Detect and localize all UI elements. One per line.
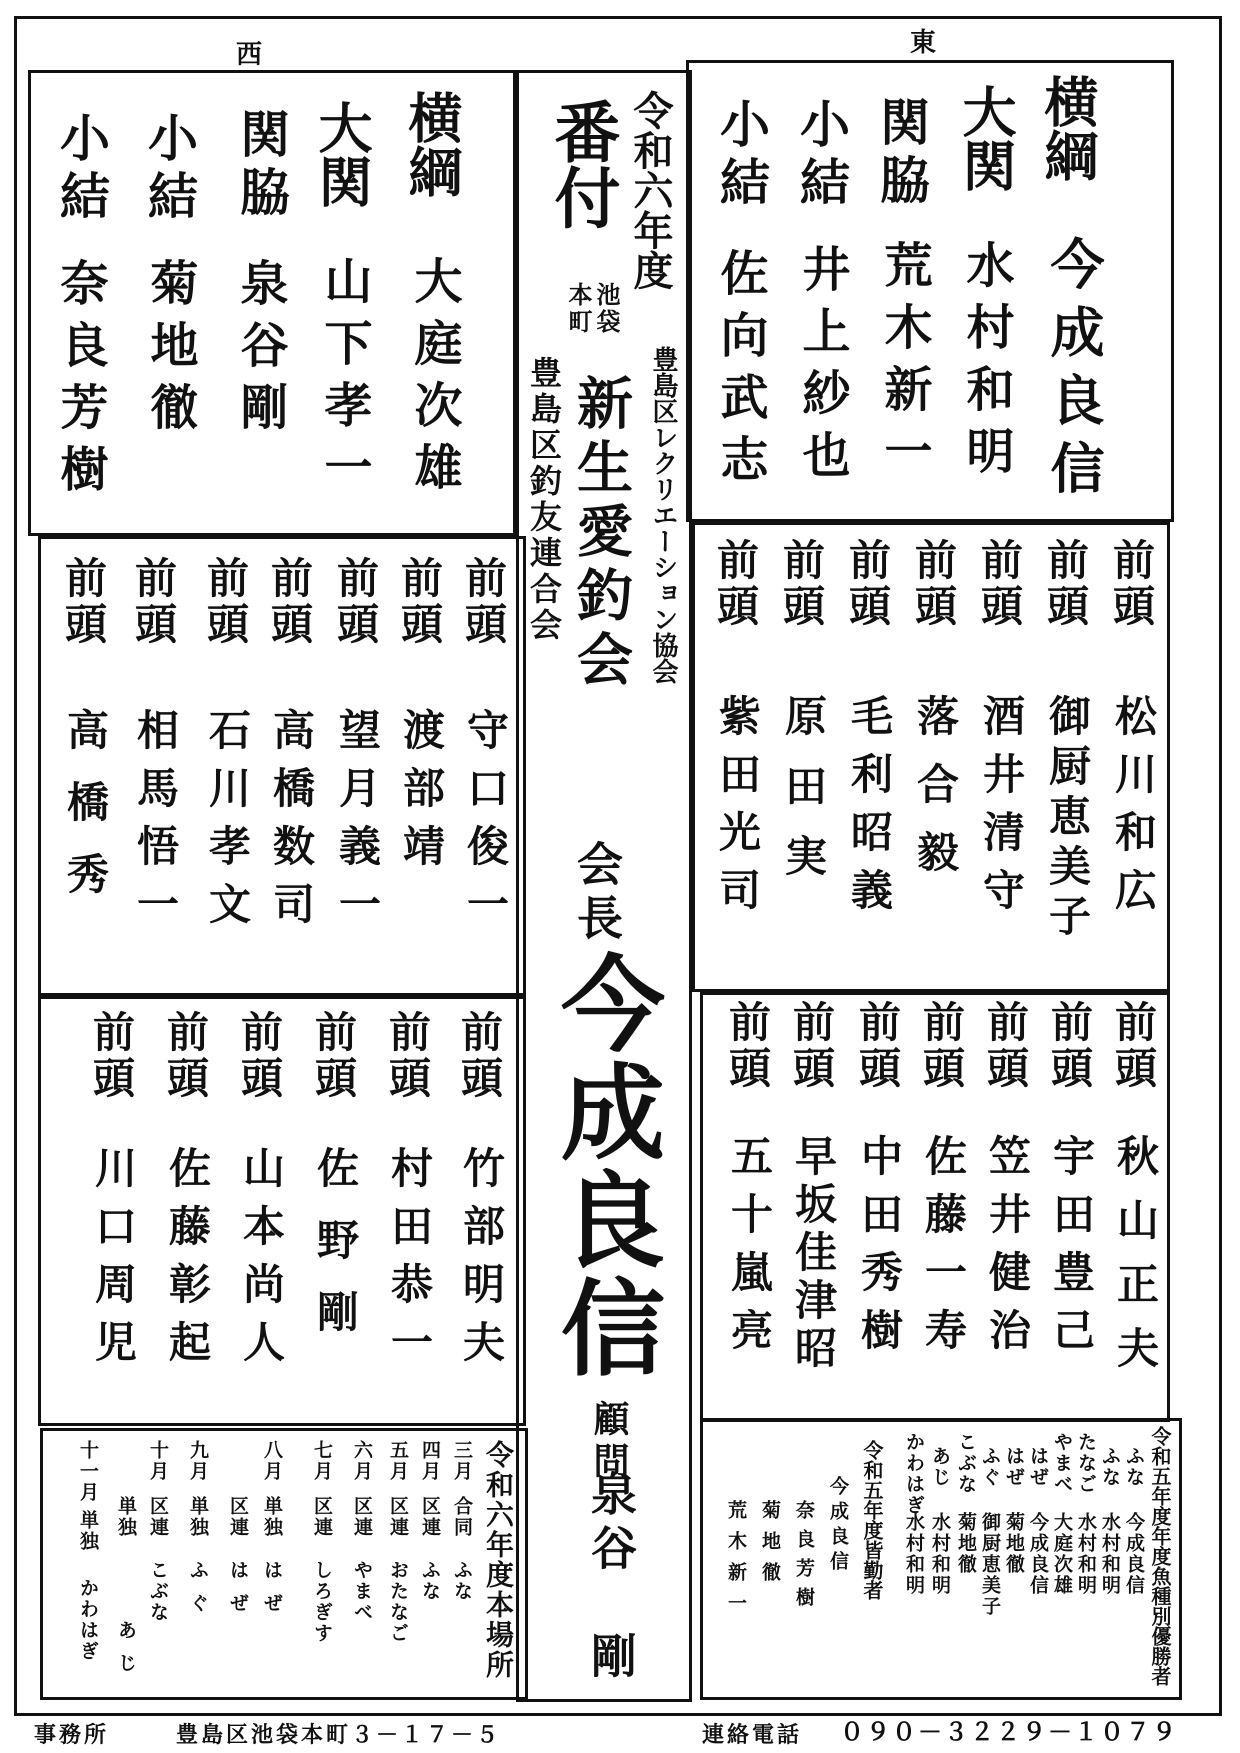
schedule-fish: こぶな xyxy=(147,1560,169,1623)
west-sekiwake-rank: 関脇 xyxy=(232,108,290,224)
east-komusubi1-rank: 小結 xyxy=(792,98,850,214)
east-komusubi2-rank: 小結 xyxy=(712,98,770,214)
schedule-type: 区連 xyxy=(311,1496,333,1538)
rikishi-name: 竹部明夫 xyxy=(457,1146,506,1378)
east-ozeki-rank: 大関 xyxy=(954,84,1017,192)
rikishi-name: 相馬悟一 xyxy=(131,708,180,940)
rank-label: 前頭 xyxy=(129,556,178,648)
rikishi-name: 川口周児 xyxy=(89,1146,138,1378)
schedule-type: 合同 xyxy=(451,1496,473,1538)
rikishi-name: 紫田光司 xyxy=(713,694,762,926)
attendance-name: 荒木新一 xyxy=(725,1500,747,1624)
rikishi-name: 佐藤彰起 xyxy=(163,1146,212,1378)
schedule-type: 区連 xyxy=(387,1496,409,1538)
rikishi-name: 村田恭一 xyxy=(385,1146,434,1378)
rikishi-name: 早坂佳津昭 xyxy=(789,1134,838,1374)
east-komusubi2-name: 佐向武志 xyxy=(712,248,768,496)
schedule-fish: しろぎす xyxy=(311,1560,333,1644)
winner-fish: かわはぎ xyxy=(903,1432,925,1516)
rank-label: 前頭 xyxy=(459,556,508,648)
footer-phone: ０９０－３２２９－１０７９ xyxy=(840,1718,1178,1746)
winner-fish: ふな xyxy=(1123,1446,1145,1488)
schedule-fish: ふぐ xyxy=(187,1560,209,1626)
west-ozeki-rank: 大関 xyxy=(310,100,373,208)
west-sekiwake-name: 泉谷剛 xyxy=(232,258,288,444)
west-komusubi1-rank: 小結 xyxy=(140,112,198,228)
center-affiliation-1: 豊島区レクリエーション協会 xyxy=(648,346,678,684)
winner-name: 今成良信 xyxy=(1027,1512,1049,1596)
schedule-month: 九月 xyxy=(187,1440,209,1482)
rikishi-name: 宇田豊己 xyxy=(1047,1134,1096,1366)
center-place-line1: 池袋 xyxy=(592,282,620,336)
rikishi-name: 笠井健治 xyxy=(983,1134,1032,1366)
schedule-fish: ふな xyxy=(419,1560,441,1602)
rank-label: 前頭 xyxy=(331,556,380,648)
schedule-type: 単独 xyxy=(187,1496,209,1538)
schedule-fish: おたなご xyxy=(387,1560,409,1644)
schedule-month: 四月 xyxy=(419,1440,441,1482)
center-org-name: 新生愛釣会 xyxy=(568,374,633,694)
winner-name: 今成良信 xyxy=(1123,1512,1145,1596)
center-era: 令和六年度 xyxy=(627,90,673,290)
rikishi-name: 原田実 xyxy=(779,694,828,904)
east-komusubi1-name: 井上紗也 xyxy=(794,244,850,492)
rikishi-name: 中田秀樹 xyxy=(855,1134,904,1366)
rank-label: 前頭 xyxy=(981,1000,1030,1092)
footer-phone-label: 連絡電話 xyxy=(702,1723,803,1748)
rank-label: 前頭 xyxy=(917,1000,966,1092)
winner-fish: あじ xyxy=(929,1446,951,1488)
rank-label: 前頭 xyxy=(1107,538,1156,630)
winner-name: 菊地徹 xyxy=(955,1512,977,1575)
rikishi-name: 佐藤一寿 xyxy=(919,1134,968,1366)
rank-label: 前頭 xyxy=(161,1010,210,1102)
rikishi-name: 高橋秀 xyxy=(61,708,110,924)
rank-label: 前頭 xyxy=(975,538,1024,630)
winner-fish: ふな xyxy=(1099,1446,1121,1488)
west-yokozuna-rank: 横綱 xyxy=(400,90,463,198)
center-place-line2: 本町 xyxy=(564,282,592,336)
schedule-type: 単独 xyxy=(115,1496,137,1538)
winner-name: 水村和明 xyxy=(1099,1512,1121,1596)
center-president-name: 今成良信 xyxy=(543,950,665,1382)
schedule-month: 五月 xyxy=(387,1440,409,1482)
winner-fish: はぜ xyxy=(1027,1446,1049,1488)
schedule-type: 区連 xyxy=(227,1496,249,1538)
rank-label: 前頭 xyxy=(87,1010,136,1102)
schedule-fish: かわはぎ xyxy=(77,1578,99,1662)
rank-label: 前頭 xyxy=(309,1010,358,1102)
schedule-fish: はぜ xyxy=(227,1560,249,1626)
rank-label: 前頭 xyxy=(59,556,108,648)
rikishi-name: 守口俊一 xyxy=(461,708,510,940)
rank-label: 前頭 xyxy=(777,538,826,630)
rank-label: 前頭 xyxy=(455,1010,504,1102)
center-title: 番付 xyxy=(543,98,620,230)
schedule-type: 単独 xyxy=(261,1496,283,1538)
east-sekiwake-name: 荒木新一 xyxy=(876,240,932,488)
schedule-fish: ふな xyxy=(451,1560,473,1602)
west-komusubi2-rank: 小結 xyxy=(52,112,110,228)
winner-name: 菊地徹 xyxy=(1003,1512,1025,1575)
center-advisor-name: 泉谷 剛 xyxy=(584,1470,638,1686)
schedule-month: 十一月 xyxy=(77,1440,99,1503)
rank-label: 前頭 xyxy=(395,556,444,648)
schedule-type: 区連 xyxy=(419,1496,441,1538)
rank-label: 前頭 xyxy=(1109,1000,1158,1092)
rank-label: 前頭 xyxy=(1041,538,1090,630)
schedule-type: 区連 xyxy=(147,1496,169,1538)
winner-name: 水村和明 xyxy=(903,1512,925,1596)
rank-label: 前頭 xyxy=(723,1000,772,1092)
schedule-type: 単独 xyxy=(77,1510,99,1552)
schedule-fish: やまべ xyxy=(351,1560,373,1623)
rikishi-name: 佐野剛 xyxy=(311,1146,360,1362)
rikishi-name: 酒井清守 xyxy=(977,694,1026,926)
schedule-title: 令和六年度本場所 xyxy=(482,1440,515,1680)
schedule-month: 三月 xyxy=(451,1440,473,1482)
rank-label: 前頭 xyxy=(843,538,892,630)
winner-name: 大庭次雄 xyxy=(1051,1512,1073,1596)
rikishi-name: 五十嵐亮 xyxy=(725,1134,774,1366)
rank-label: 前頭 xyxy=(235,1010,284,1102)
winner-name: 御厨恵美子 xyxy=(979,1512,1001,1617)
rikishi-name: 御厨恵美子 xyxy=(1043,694,1092,944)
attendance-name: 奈良芳樹 xyxy=(793,1500,815,1616)
attendance-title: 令和五年度皆勤者 xyxy=(860,1440,884,1600)
rank-label: 前頭 xyxy=(1045,1000,1094,1092)
rikishi-name: 望月義一 xyxy=(333,708,382,940)
attendance-name: 菊地徹 xyxy=(759,1500,781,1593)
rank-label: 前頭 xyxy=(201,556,250,648)
winner-fish: はぜ xyxy=(1003,1446,1025,1488)
center-advisor-label: 顧問 xyxy=(588,1400,629,1484)
west-komusubi1-name: 菊地徹 xyxy=(142,258,198,444)
rikishi-name: 松川和広 xyxy=(1109,694,1158,926)
east-yokozuna-rank: 横綱 xyxy=(1036,74,1099,182)
west-komusubi2-name: 奈良芳樹 xyxy=(52,258,108,506)
rikishi-name: 高橋数司 xyxy=(267,708,316,940)
winner-fish: やまべ xyxy=(1051,1432,1073,1495)
rank-label: 前頭 xyxy=(383,1010,432,1102)
rikishi-name: 落合毅 xyxy=(911,694,960,898)
schedule-month: 八月 xyxy=(261,1440,283,1482)
footer-office-address: 豊島区池袋本町３－１７－５ xyxy=(176,1723,502,1748)
west-ozeki-name: 山下孝一 xyxy=(316,256,372,504)
winners-title: 令和五年度年度魚種別優勝者 xyxy=(1148,1426,1172,1686)
rikishi-name: 毛利昭義 xyxy=(845,694,894,926)
schedule-month: 七月 xyxy=(311,1440,333,1482)
rikishi-name: 渡部靖 xyxy=(397,708,446,882)
rikishi-name: 山本尚人 xyxy=(237,1146,286,1378)
winner-name: 水村和明 xyxy=(1075,1512,1097,1596)
schedule-type: 区連 xyxy=(351,1496,373,1538)
schedule-fish: はぜ xyxy=(261,1560,283,1626)
east-yokozuna-name: 今成良信 xyxy=(1042,236,1105,508)
west-yokozuna-name: 大庭次雄 xyxy=(406,256,462,504)
schedule-fish: あじ xyxy=(115,1620,137,1686)
schedule-month: 六月 xyxy=(351,1440,373,1482)
rank-label: 前頭 xyxy=(787,1000,836,1092)
center-affiliation-2: 豊島区釣友連合会 xyxy=(525,356,563,644)
rikishi-name: 秋山正夫 xyxy=(1111,1134,1160,1390)
east-label: 東 xyxy=(910,28,937,58)
rikishi-name: 石川孝文 xyxy=(203,708,252,940)
schedule-month: 十月 xyxy=(147,1440,169,1482)
center-president-label: 会長 xyxy=(570,840,624,948)
footer-office-label: 事務所 xyxy=(34,1723,110,1748)
winner-fish: たなご xyxy=(1075,1432,1097,1495)
winner-name: 水村和明 xyxy=(929,1512,951,1596)
winner-fish: こぶな xyxy=(955,1432,977,1495)
attendance-name: 今成良信 xyxy=(827,1476,849,1576)
east-sekiwake-rank: 関脇 xyxy=(872,96,930,212)
rank-label: 前頭 xyxy=(853,1000,902,1092)
winner-fish: ふぐ xyxy=(979,1446,1001,1488)
rank-label: 前頭 xyxy=(909,538,958,630)
rank-label: 前頭 xyxy=(711,538,760,630)
west-label: 西 xyxy=(236,40,263,70)
rank-label: 前頭 xyxy=(265,556,314,648)
east-ozeki-name: 水村和明 xyxy=(958,240,1014,488)
